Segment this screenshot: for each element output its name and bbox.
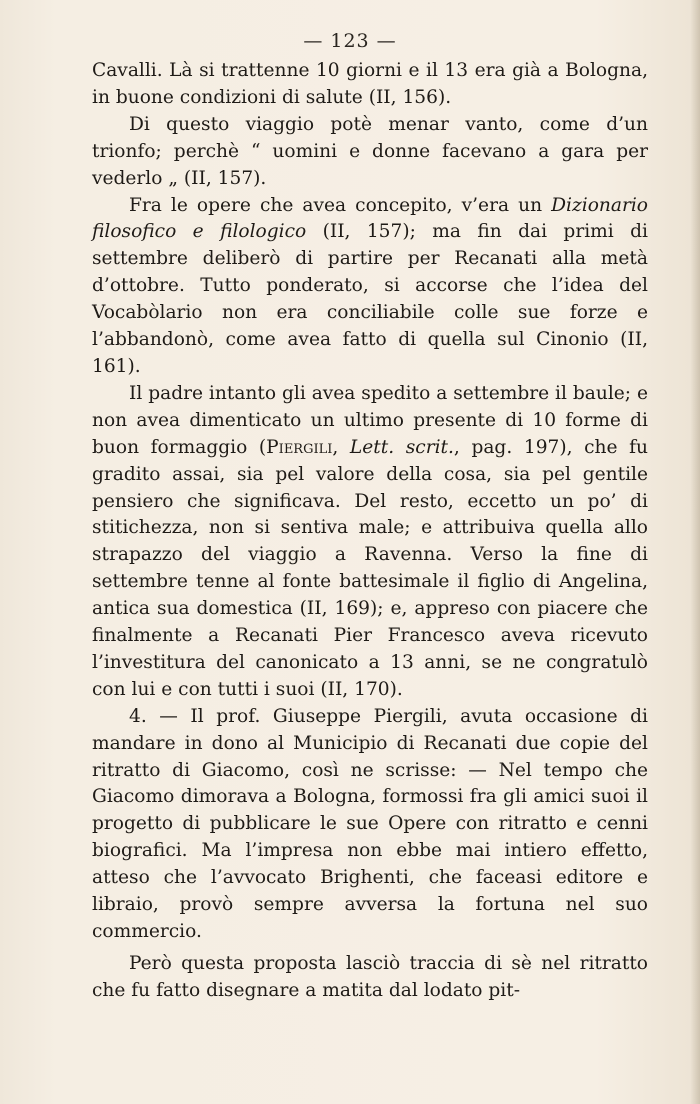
body-text	[92, 58, 648, 1005]
paragraph-5: 4. — Il prof. Giuseppe Piergili, avuta occasione di mandare in dono al Municipio di Recanati due copie del ritratto di Giacomo, così ne scrisse: — Nel tempo che Giacomo dimorava a Bologna, formossi fra gli amici suoi il progetto di pubblicare le sue Opere con ritratto e cenni biografici. Ma l’impresa non ebbe mai intiero effetto, atteso che l’avvocato Brighenti, che faceasi editore e libraio, provò sempre avversa la fortuna nel suo commercio.	[92, 705, 648, 942]
paragraph-4-text-a: Il padre intanto gli avea spedito a settembre il baule; e non avea dimenticato un ultimo presente di 10 forme di buon formaggio (	[92, 382, 648, 458]
paragraph-4	[92, 381, 648, 704]
citation-separator: ,	[332, 436, 350, 458]
paragraph-1: Cavalli. Là si trattenne 10 giorni e il 13 era già a Bologna, in buone condizioni di salute (II, 156).	[92, 60, 648, 108]
paragraph-6: Però questa proposta lasciò traccia di sè nel ritratto che fu fatto disegnare a matita dal lodato pit-	[92, 952, 648, 1001]
paragraph-2: Di questo viaggio potè menar vanto, come d’un trionfo; perchè “ uomini e donne facevano a gara per vederlo „ (II, 157).	[92, 113, 648, 189]
author-citation: Piergili	[266, 436, 333, 458]
page-gutter-shadow	[690, 0, 700, 1104]
paragraph-3-text-a: Fra le opere che avea concepito, v’era un	[129, 194, 552, 216]
page-number: — 123 —	[303, 30, 397, 52]
book-title-italic: Dizionario filosofico e filologico	[92, 194, 648, 243]
work-citation-italic: Lett. scrit.	[349, 436, 454, 458]
paragraph-4-text-b: , pag. 197), che fu gradito assai, sia pel valore della cosa, sia pel gentile pensiero che significava. Del resto, eccetto un po’ di stitichezza, non si sentiva male; e attribuiva quella allo strapazzo del viaggio a Ravenna. Verso la fine di settembre tenne al fonte battesimale il figlio di Angelina, antica sua domestica (II, 169); e, appreso con piacere che finalmente a Recanati Pier Francesco aveva ricevuto l’investitura del canonicato a 13 anni, se ne congratulò con lui e con tutti i suoi (II, 170).	[92, 436, 648, 700]
paragraph-3	[92, 193, 648, 381]
paragraph-3-text-b: (II, 157); ma fin dai primi di settembre deliberò di partire per Recanati alla metà d’ottobre. Tutto ponderato, si accorse che l’idea del Vocabòlario non era conciliabile colle sue forze e l’abbandonò, come avea fatto di quella sul Cinonio (II, 161).	[92, 221, 648, 377]
